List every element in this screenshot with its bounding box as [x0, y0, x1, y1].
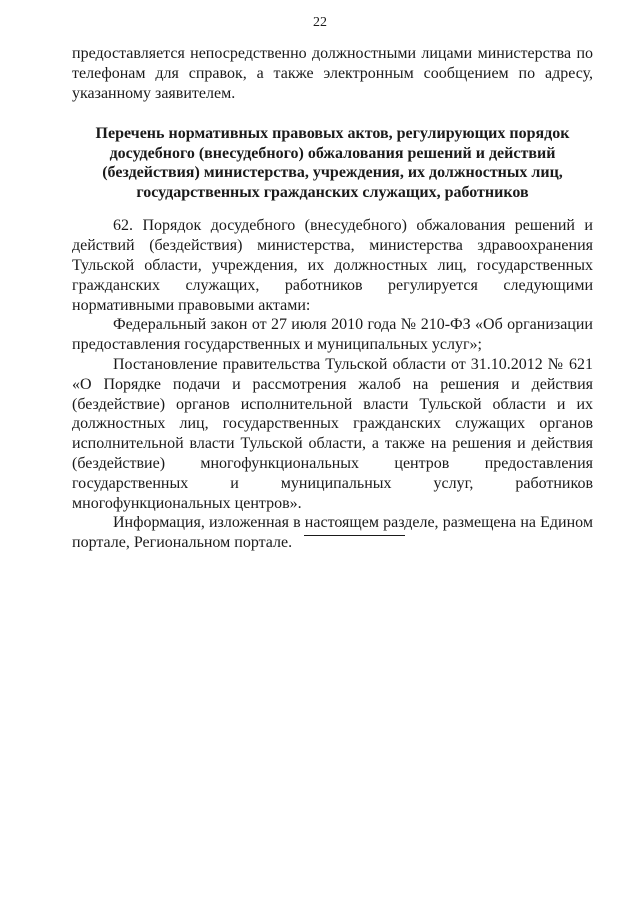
section-heading-line: государственных гражданских служащих, работников: [136, 183, 529, 201]
page-number: 22: [313, 15, 327, 30]
paragraph-federal-law: Федеральный закон от 27 июля 2010 года № 210-ФЗ «Об организации предоставления государственных и муниципальных услуг»;: [72, 316, 593, 354]
document-body: [72, 44, 593, 553]
section-heading-line: досудебного (внесудебного) обжалования решений и действий: [109, 144, 556, 162]
section-heading-line: (бездействия) министерства, учреждения, их должностных лиц,: [102, 164, 563, 182]
paragraph-62: 62. Порядок досудебного (внесудебного) обжалования решений и действий (бездействия) министерства, министерства здравоохранения Тульской области, учреждения, их должностных лиц, государственных гражданских служащих, работников регулируется следующими нормативными правовыми актами:: [72, 217, 593, 314]
closing-rule: [304, 535, 405, 536]
paragraph-regional-decree: Постановление правительства Тульской области от 31.10.2012 № 621 «О Порядке подачи и рассмотрения жалоб на решения и действия (бездействие) органов исполнительной власти Тульской области и их должностных лиц, государственных гражданских служащих органов исполнительной власти Тульской области, а также на решения и действия (бездействие) многофункциональных центров предоставления государственных и муниципальных услуг, работников многофункциональных центров».: [72, 355, 593, 512]
intro-paragraph: предоставляется непосредственно должностными лицами министерства по телефонам для справок, а также электронным сообщением по адресу, указанному заявителем.: [72, 45, 593, 102]
section-heading-line: Перечень нормативных правовых актов, регулирующих порядок: [95, 125, 570, 143]
section-heading: [72, 124, 593, 202]
paragraph-information: Информация, изложенная в настоящем разделе, размещена на Едином портале, Региональном портале.: [72, 514, 593, 552]
